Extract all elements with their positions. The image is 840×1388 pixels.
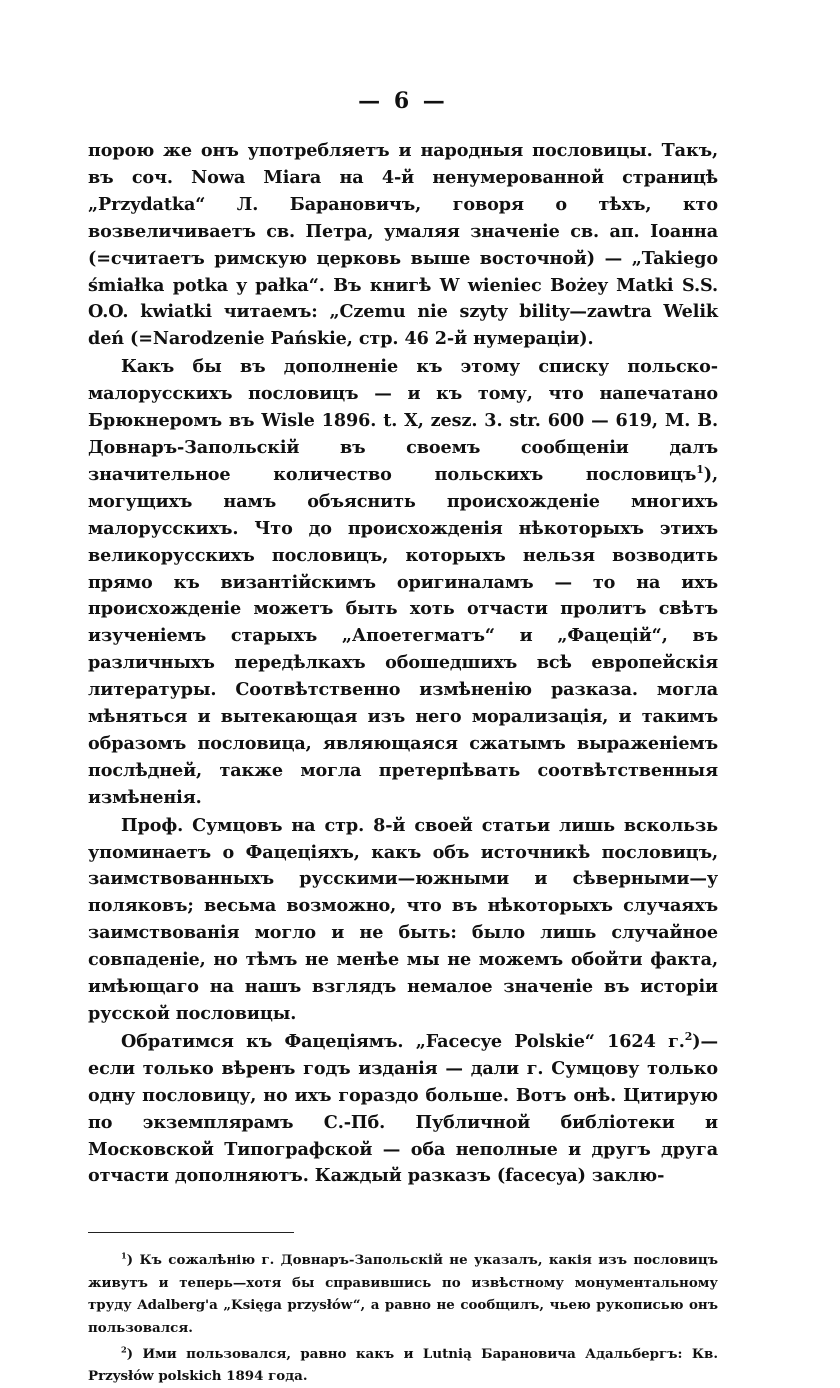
paragraph-2-text-b: ), могущихъ намъ объяснить происхожденіе многихъ малорусскихъ. Что до происхожденія нѣкоторыхъ этихъ великорусскихъ пословицъ, которыхъ нельзя возводить прямо къ византійскимъ оригиналамъ — то на ихъ происхожденіе можетъ быть хоть отчасти пролитъ свѣтъ изученіемъ старыхъ „Апоетегматъ“ и „Фацецій“, въ различныхъ передѣлкахъ обошедшихъ всѣ европейскія литературы. Соотвѣтственно измѣненію разказа. могла мѣняться и вытекающая изъ него морализація, и такимъ образомъ пословица, являющаяся сжатымъ выраженіемъ послѣдней, также могла претерпѣвать соотвѣтственныя измѣненія. (88, 463, 718, 808)
document-page (88, 86, 718, 1388)
footnote-2 (88, 1343, 718, 1388)
footnote-divider (88, 1232, 294, 1233)
footnote-1 (88, 1249, 718, 1339)
body-text (88, 138, 718, 1190)
paragraph-2-text-a: Какъ бы въ дополненіе къ этому списку польско-малорусскихъ пословицъ — и къ тому, что напечатано Брюкнеромъ въ Wisle 1896. t. X, zesz. 3. str. 600 — 619, М. В. Довнаръ-Запольскій въ своемъ сообщеніи далъ значительное количество польскихъ пословицъ (88, 356, 718, 485)
footnote-2-mark: 2 (121, 1344, 127, 1355)
footnote-ref-2: 2 (684, 1030, 693, 1044)
paragraph-4-text-b: )—если только вѣренъ годъ изданія — дали г. Сумцову только одну пословицу, но ихъ гораздо больше. Вотъ онѣ. Цитирую по экземплярамъ С.-Пб. Публичной библіотеки и Московской Типографской — оба неполные и другъ друга отчасти дополняютъ. Каждый разказъ (facecya) заклю- (88, 1030, 718, 1187)
footnote-1-text: ) Къ сожалѣнію г. Довнаръ-Запольскій не указалъ, какія изъ пословицъ живутъ и теперь—хотя бы справившись по извѣстному монументальному труду Adalberg'a „Księga przysłów“, а равно не сообщилъ, чьею рукописью онъ пользовался. (88, 1252, 718, 1336)
paragraph-1: порою же онъ употребляетъ и народныя пословицы. Такъ, въ соч. Nowa Miara на 4-й ненумерованной страницѣ „Przydatka“ Л. Барановичъ, говоря о тѣхъ, кто возвеличиваетъ св. Петра, умаляя значеніе св. ап. Іоанна (=считаетъ римскую церковь выше восточной) — „Takiego śmiałka potka y pałka“. Въ книгѣ W wieniec Bożey Matki S.S. O.O. kwiatki читаемъ: „Czemu nie szyty bility—zawtra Welik deń (=Narodzenie Pańskie, стр. 46 2-й нумераціи). (88, 140, 718, 350)
footnotes (88, 1249, 718, 1387)
paragraph-3: Проф. Сумцовъ на стр. 8-й своей статьи лишь вскользь упоминаетъ о Фацеціяхъ, какъ объ источникѣ пословицъ, заимствованныхъ русскими—южными и сѣверными—у поляковъ; весьма возможно, что въ нѣкоторыхъ случаяхъ заимствованія могло и не быть: было лишь случайное совпаденіе, но тѣмъ не менѣе мы не можемъ обойти факта, имѣющаго на нашъ взглядъ немалое значеніе въ исторіи русской пословицы. (88, 814, 718, 1024)
page-number: — 6 — (358, 88, 448, 114)
paragraph-4-text-a: Обратимся къ Фацеціямъ. „Facecye Polskie“ 1624 г. (121, 1030, 685, 1052)
paragraph-4 (88, 1029, 718, 1190)
footnote-1-mark: 1 (121, 1250, 127, 1261)
footnote-2-text: ) Ими пользовался, равно какъ и Lutnią Барановича Адальбергъ: Кв. Przysłów polskich 1894 года. (88, 1345, 718, 1385)
footnote-ref-1: 1 (696, 463, 704, 477)
paragraph-2 (88, 354, 718, 811)
